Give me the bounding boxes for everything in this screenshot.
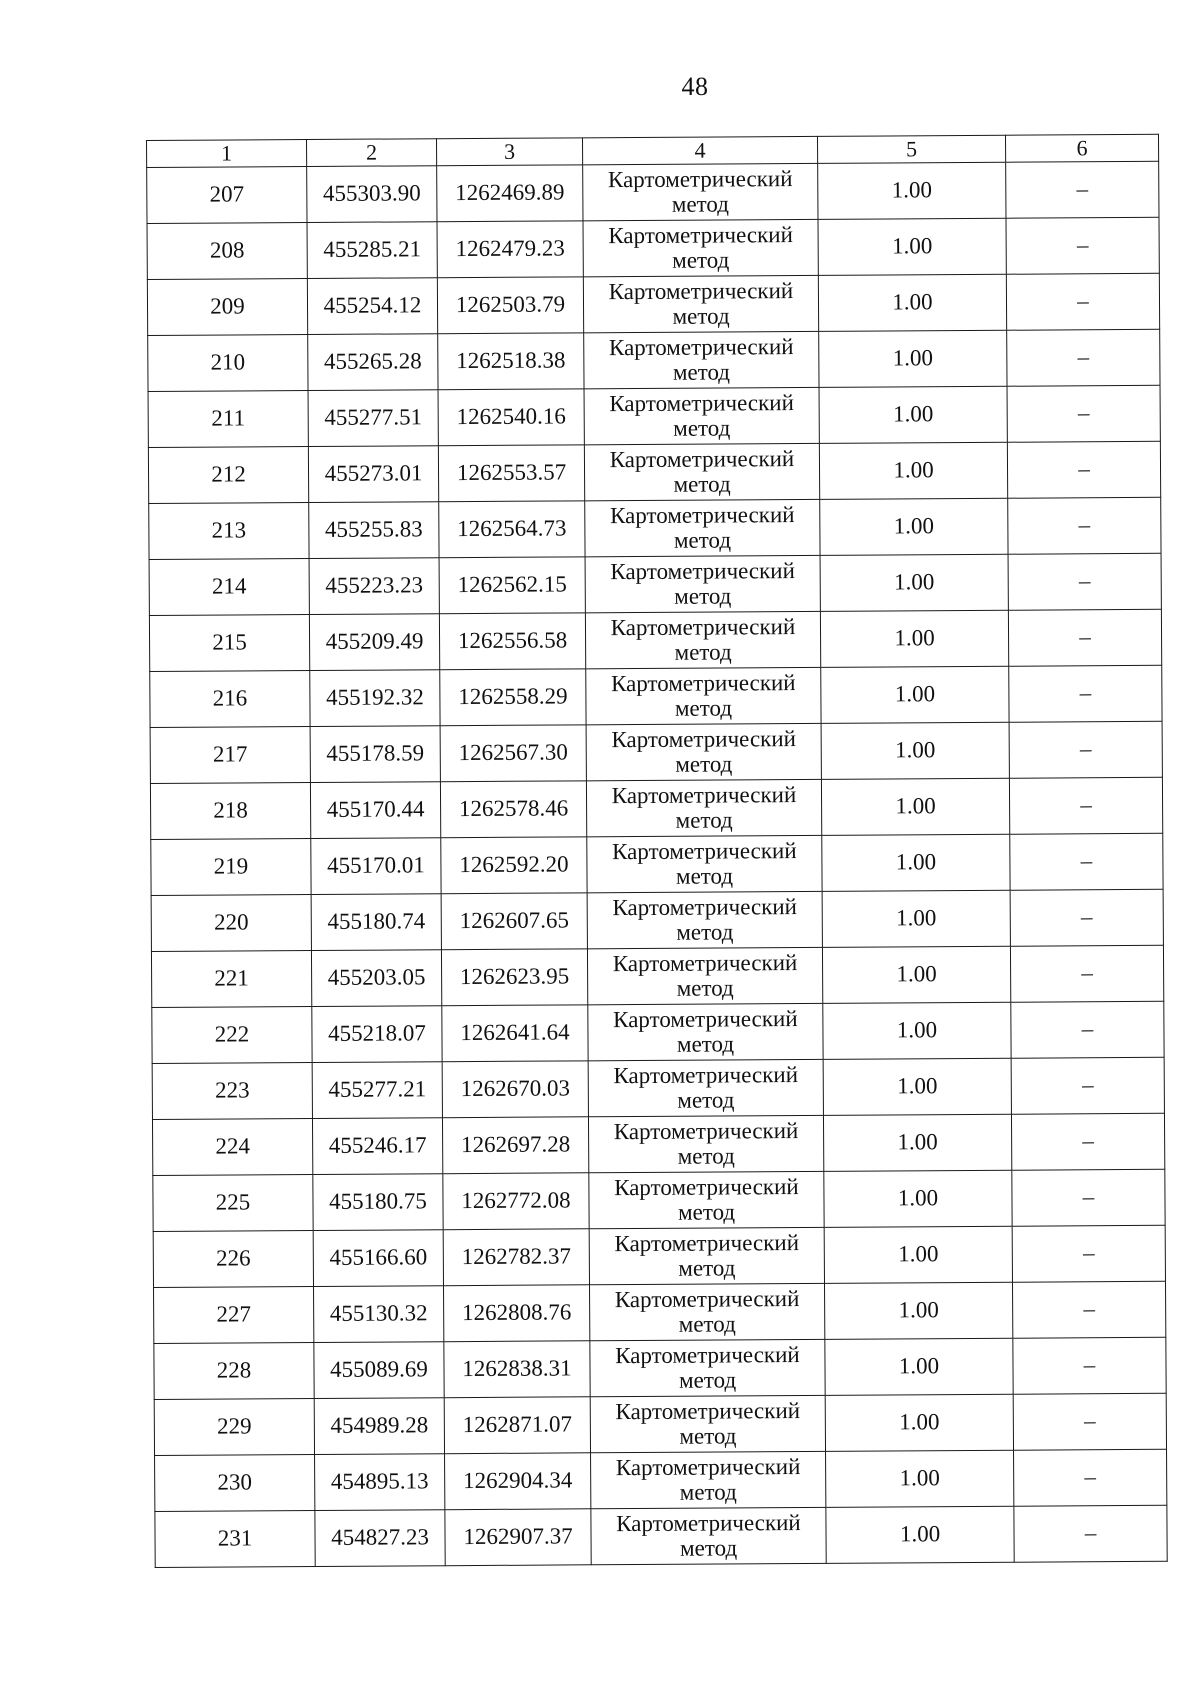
method-line-1: Картометрический (612, 838, 797, 865)
method-line-2: метод (672, 358, 731, 385)
y-coordinate-cell: 1262871.07 (444, 1397, 590, 1454)
note-cell: – (1006, 161, 1159, 218)
precision-cell: 1.00 (822, 834, 1010, 891)
method-cell (590, 1283, 825, 1340)
method-line-1: Картометрический (615, 1454, 801, 1481)
y-coordinate-cell: 1262556.58 (439, 613, 585, 670)
note-cell: – (1007, 441, 1160, 498)
note-cell: – (1008, 553, 1161, 610)
table-row (147, 273, 1159, 335)
method-line-2: метод (677, 1142, 735, 1169)
precision-cell: 1.00 (823, 1002, 1011, 1059)
y-coordinate-cell: 1262838.31 (444, 1341, 590, 1398)
method-cell (584, 443, 819, 500)
precision-cell: 1.00 (819, 442, 1007, 499)
method-line-2: метод (678, 1254, 736, 1281)
column-header: 1 (147, 140, 307, 168)
method-line-1: Картометрический (613, 1118, 799, 1145)
method-line-2: метод (677, 1086, 735, 1113)
y-coordinate-cell: 1262562.15 (439, 557, 585, 614)
method-line-1: Картометрический (614, 1286, 800, 1313)
column-header: 5 (817, 135, 1005, 163)
y-coordinate-cell: 1262503.79 (437, 277, 583, 334)
method-cell (586, 723, 821, 780)
point-number-cell: 222 (152, 1007, 312, 1064)
x-coordinate-cell: 455218.07 (312, 1006, 442, 1063)
x-coordinate-cell: 454827.23 (315, 1510, 445, 1567)
method-line-2: метод (674, 582, 732, 609)
method-line-1: Картометрический (611, 726, 796, 753)
y-coordinate-cell: 1262697.28 (442, 1117, 588, 1174)
y-coordinate-cell: 1262479.23 (437, 221, 583, 278)
point-number-cell: 212 (148, 447, 308, 504)
method-line-1: Картометрический (608, 334, 794, 361)
column-header: 3 (436, 138, 582, 166)
point-number-cell: 230 (155, 1454, 315, 1511)
table-row (154, 1393, 1166, 1455)
method-cell (584, 387, 819, 444)
note-cell: – (1008, 609, 1161, 666)
note-cell: – (1007, 385, 1160, 442)
point-number-cell: 228 (154, 1342, 314, 1399)
method-cell (585, 555, 820, 612)
note-cell: – (1008, 497, 1161, 554)
method-line-2: метод (679, 1478, 737, 1505)
note-cell: – (1010, 945, 1163, 1002)
point-number-cell: 214 (149, 559, 309, 616)
x-coordinate-cell: 455192.32 (310, 670, 440, 727)
x-coordinate-cell: 455166.60 (313, 1230, 443, 1287)
method-cell (585, 499, 820, 556)
method-line-1: Картометрический (616, 1510, 801, 1537)
method-line-2: метод (673, 414, 731, 441)
method-line-1: Картометрический (610, 614, 796, 641)
method-cell (588, 1059, 823, 1116)
table-row (147, 217, 1159, 279)
y-coordinate-cell: 1262772.08 (443, 1173, 589, 1230)
point-number-cell: 209 (147, 279, 307, 336)
table-row (150, 665, 1162, 727)
method-line-1: Картометрический (614, 1174, 799, 1201)
note-cell: – (1009, 665, 1162, 722)
method-cell (584, 331, 819, 388)
method-line-2: метод (679, 1422, 737, 1449)
method-cell (587, 891, 822, 948)
point-number-cell: 226 (153, 1230, 313, 1287)
precision-cell: 1.00 (824, 1282, 1012, 1339)
method-cell (590, 1395, 825, 1452)
table-row (147, 161, 1159, 223)
precision-cell: 1.00 (821, 778, 1009, 835)
y-coordinate-cell: 1262518.38 (438, 333, 584, 390)
x-coordinate-cell: 455255.83 (309, 502, 439, 559)
x-coordinate-cell: 455180.74 (311, 894, 441, 951)
method-line-1: Картометрический (608, 222, 793, 249)
method-line-1: Картометрический (610, 558, 795, 585)
method-line-2: метод (671, 190, 730, 217)
y-coordinate-cell: 1262592.20 (441, 837, 587, 894)
method-cell (586, 779, 821, 836)
x-coordinate-cell: 455089.69 (314, 1342, 444, 1399)
method-cell (587, 835, 822, 892)
point-number-cell: 211 (148, 391, 308, 448)
y-coordinate-cell: 1262641.64 (442, 1005, 588, 1062)
table-row (154, 1337, 1166, 1399)
note-cell: – (1011, 1057, 1164, 1114)
method-line-2: метод (673, 470, 731, 497)
method-line-2: метод (676, 1030, 735, 1057)
note-cell: – (1012, 1225, 1165, 1282)
method-line-2: метод (674, 638, 732, 665)
precision-cell: 1.00 (819, 386, 1007, 443)
precision-cell: 1.00 (819, 330, 1007, 387)
table-row (148, 441, 1160, 503)
x-coordinate-cell: 455130.32 (314, 1286, 444, 1343)
point-number-cell: 210 (148, 335, 308, 392)
method-cell (591, 1507, 826, 1564)
method-cell (588, 1003, 823, 1060)
table-row (148, 329, 1160, 391)
precision-cell: 1.00 (826, 1506, 1014, 1563)
point-number-cell: 208 (147, 223, 307, 280)
x-coordinate-cell: 455170.01 (311, 838, 441, 895)
method-cell (583, 163, 818, 220)
coordinates-table-body (147, 134, 1168, 1567)
precision-cell: 1.00 (822, 946, 1010, 1003)
note-cell: – (1014, 1505, 1167, 1562)
method-line-1: Картометрический (609, 446, 795, 473)
point-number-cell: 224 (152, 1119, 312, 1176)
note-cell: – (1009, 721, 1162, 778)
table-row (155, 1449, 1167, 1511)
method-line-1: Картометрический (614, 1230, 800, 1257)
method-cell (583, 219, 818, 276)
note-cell: – (1009, 777, 1162, 834)
method-line-1: Картометрический (612, 894, 798, 921)
page-number-text: 48 (681, 72, 709, 101)
method-cell (591, 1451, 826, 1508)
page-number (0, 72, 1200, 102)
note-cell: – (1011, 1113, 1164, 1170)
note-cell: – (1011, 1001, 1164, 1058)
point-number-cell: 231 (155, 1510, 315, 1567)
y-coordinate-cell: 1262540.16 (438, 389, 584, 446)
point-number-cell: 213 (149, 503, 309, 560)
x-coordinate-cell: 455285.21 (307, 222, 437, 279)
x-coordinate-cell: 455203.05 (311, 950, 441, 1007)
x-coordinate-cell: 455178.59 (310, 726, 440, 783)
precision-cell: 1.00 (824, 1170, 1012, 1227)
table-row (152, 1057, 1164, 1119)
table-row (148, 385, 1160, 447)
y-coordinate-cell: 1262469.89 (437, 165, 583, 222)
precision-cell: 1.00 (818, 218, 1006, 275)
method-line-2: метод (674, 694, 733, 721)
method-line-2: метод (675, 862, 734, 889)
note-cell: – (1006, 217, 1159, 274)
column-header: 2 (307, 139, 437, 167)
method-line-1: Картометрический (608, 278, 794, 305)
x-coordinate-cell: 455277.21 (312, 1062, 442, 1119)
x-coordinate-cell: 455246.17 (312, 1118, 442, 1175)
x-coordinate-cell: 455303.90 (307, 166, 437, 223)
table-row (149, 553, 1161, 615)
precision-cell: 1.00 (821, 722, 1009, 779)
precision-cell: 1.00 (820, 498, 1008, 555)
table-row (153, 1225, 1165, 1287)
table-row (149, 497, 1161, 559)
point-number-cell: 227 (154, 1286, 314, 1343)
method-cell (583, 275, 818, 332)
method-line-1: Картометрический (612, 950, 798, 977)
precision-cell: 1.00 (823, 1114, 1011, 1171)
x-coordinate-cell: 454895.13 (315, 1454, 445, 1511)
table-row (151, 833, 1163, 895)
precision-cell: 1.00 (825, 1338, 1013, 1395)
method-line-1: Картометрический (611, 782, 797, 809)
method-line-1: Картометрический (609, 390, 794, 417)
note-cell: – (1014, 1449, 1167, 1506)
table-row (152, 1113, 1164, 1175)
y-coordinate-cell: 1262623.95 (441, 949, 587, 1006)
method-cell (589, 1227, 824, 1284)
note-cell: – (1010, 833, 1163, 890)
method-line-1: Картометрический (615, 1398, 801, 1425)
x-coordinate-cell: 455223.23 (309, 558, 439, 615)
method-line-2: метод (678, 1310, 736, 1337)
precision-cell: 1.00 (824, 1226, 1012, 1283)
y-coordinate-cell: 1262607.65 (441, 893, 587, 950)
precision-cell: 1.00 (821, 666, 1009, 723)
y-coordinate-cell: 1262670.03 (442, 1061, 588, 1118)
x-coordinate-cell: 455209.49 (309, 614, 439, 671)
y-coordinate-cell: 1262907.37 (445, 1509, 591, 1566)
note-cell: – (1007, 329, 1160, 386)
precision-cell: 1.00 (820, 610, 1008, 667)
x-coordinate-cell: 455273.01 (308, 446, 438, 503)
method-cell (590, 1339, 825, 1396)
method-cell (588, 1115, 823, 1172)
method-line-2: метод (675, 806, 733, 833)
note-cell: – (1013, 1337, 1166, 1394)
method-line-1: Картометрический (613, 1062, 799, 1089)
y-coordinate-cell: 1262578.46 (440, 781, 586, 838)
method-cell (589, 1171, 824, 1228)
x-coordinate-cell: 455170.44 (310, 782, 440, 839)
point-number-cell: 229 (154, 1398, 314, 1455)
method-line-1: Картометрический (607, 166, 793, 193)
column-header: 4 (582, 136, 817, 164)
note-cell: – (1012, 1169, 1165, 1226)
table-row (154, 1281, 1166, 1343)
table-row (153, 1169, 1165, 1231)
precision-cell: 1.00 (826, 1450, 1014, 1507)
method-line-2: метод (676, 918, 734, 945)
y-coordinate-cell: 1262567.30 (440, 725, 586, 782)
table-row (150, 777, 1162, 839)
table-row (152, 1001, 1164, 1063)
point-number-cell: 219 (151, 839, 311, 896)
table-row (150, 721, 1162, 783)
method-line-2: метод (673, 526, 732, 553)
column-header: 6 (1005, 134, 1158, 162)
y-coordinate-cell: 1262564.73 (439, 501, 585, 558)
method-line-2: метод (678, 1366, 737, 1393)
x-coordinate-cell: 454989.28 (314, 1398, 444, 1455)
table-row (151, 889, 1163, 951)
method-line-2: метод (672, 246, 730, 273)
precision-cell: 1.00 (818, 274, 1006, 331)
point-number-cell: 217 (150, 727, 310, 784)
y-coordinate-cell: 1262553.57 (438, 445, 584, 502)
point-number-cell: 207 (147, 167, 307, 224)
x-coordinate-cell: 455265.28 (308, 334, 438, 391)
x-coordinate-cell: 455254.12 (307, 278, 437, 335)
precision-cell: 1.00 (823, 1058, 1011, 1115)
point-number-cell: 215 (149, 615, 309, 672)
point-number-cell: 225 (153, 1175, 313, 1232)
y-coordinate-cell: 1262558.29 (440, 669, 586, 726)
method-line-1: Картометрический (610, 670, 796, 697)
table-row (155, 1505, 1167, 1567)
method-line-2: метод (676, 974, 734, 1001)
point-number-cell: 216 (150, 671, 310, 728)
coordinates-table (146, 134, 1168, 1568)
x-coordinate-cell: 455277.51 (308, 390, 438, 447)
point-number-cell: 220 (151, 895, 311, 952)
table-row (151, 945, 1163, 1007)
precision-cell: 1.00 (822, 890, 1010, 947)
method-line-1: Картометрический (609, 502, 795, 529)
point-number-cell: 221 (151, 951, 311, 1008)
note-cell: – (1013, 1393, 1166, 1450)
x-coordinate-cell: 455180.75 (313, 1174, 443, 1231)
method-line-2: метод (672, 302, 730, 329)
y-coordinate-cell: 1262904.34 (445, 1453, 591, 1510)
method-cell (586, 667, 821, 724)
method-line-2: метод (677, 1198, 736, 1225)
y-coordinate-cell: 1262808.76 (444, 1285, 590, 1342)
precision-cell: 1.00 (825, 1394, 1013, 1451)
note-cell: – (1006, 273, 1159, 330)
method-line-2: метод (675, 750, 733, 777)
precision-cell: 1.00 (820, 554, 1008, 611)
note-cell: – (1012, 1281, 1165, 1338)
method-cell (585, 611, 820, 668)
point-number-cell: 218 (150, 783, 310, 840)
note-cell: – (1010, 889, 1163, 946)
method-cell (587, 947, 822, 1004)
table-row (149, 609, 1161, 671)
method-line-2: метод (680, 1534, 738, 1561)
point-number-cell: 223 (152, 1063, 312, 1120)
method-line-1: Картометрический (615, 1342, 800, 1369)
y-coordinate-cell: 1262782.37 (443, 1229, 589, 1286)
precision-cell: 1.00 (818, 162, 1006, 219)
method-line-1: Картометрический (613, 1006, 798, 1033)
